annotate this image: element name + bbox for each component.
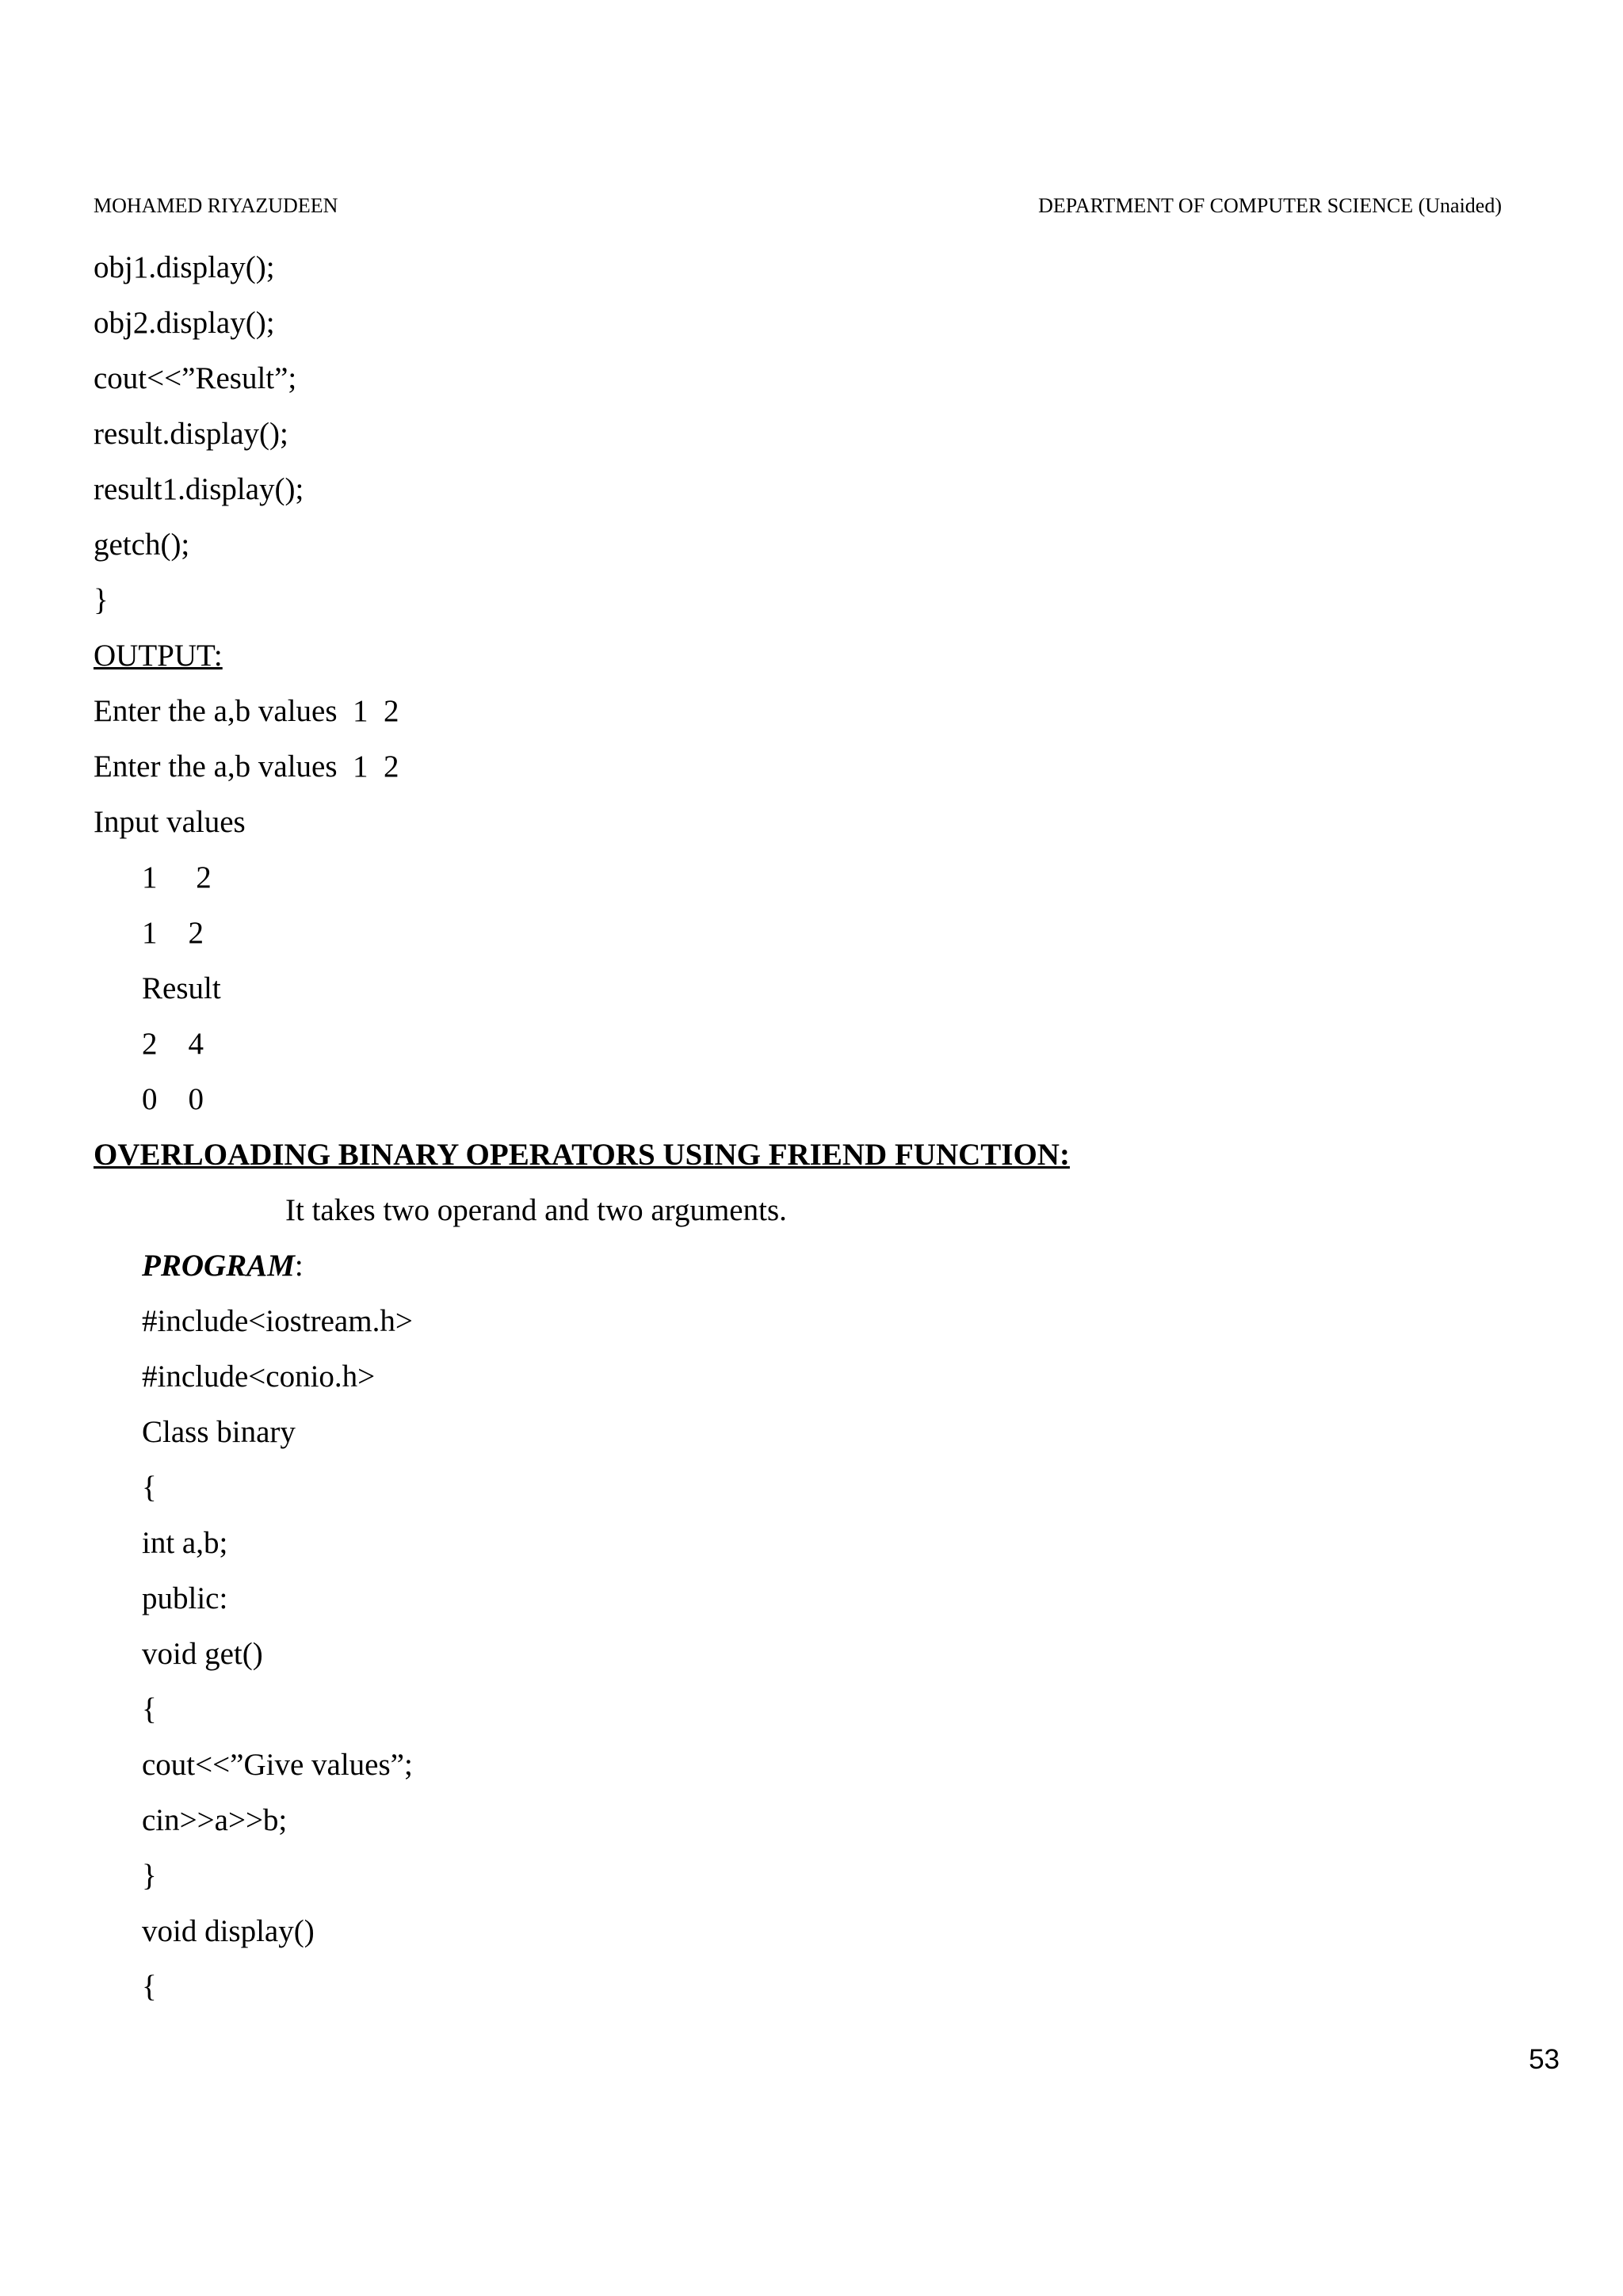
code-line: result1.display(); bbox=[94, 472, 304, 506]
program-line: { bbox=[142, 1970, 157, 2004]
output-line: Enter the a,b values 1 2 bbox=[94, 694, 399, 728]
header-author: MOHAMED RIYAZUDEEN bbox=[94, 194, 338, 217]
code-line: obj2.display(); bbox=[94, 306, 275, 340]
program-label: PROGRAM bbox=[142, 1249, 295, 1283]
program-line: #include<conio.h> bbox=[142, 1360, 376, 1394]
program-line: cin>>a>>b; bbox=[142, 1803, 288, 1837]
output-block bbox=[94, 628, 1520, 1127]
page-content bbox=[94, 240, 1520, 2015]
program-line: int a,b; bbox=[142, 1526, 228, 1560]
program-line: } bbox=[142, 1859, 157, 1893]
program-line: void get() bbox=[142, 1637, 263, 1671]
output-line: Enter the a,b values 1 2 bbox=[94, 749, 399, 784]
output-heading: OUTPUT: bbox=[94, 639, 223, 673]
code-line: obj1.display(); bbox=[94, 250, 275, 284]
program-label-colon: : bbox=[294, 1249, 304, 1283]
output-value-line: 2 4 bbox=[142, 1027, 204, 1061]
code-line: result.display(); bbox=[94, 417, 288, 451]
page-number: 53 bbox=[1529, 2044, 1560, 2075]
program-line: void display() bbox=[142, 1914, 315, 1948]
code-line: cout<<”Result”; bbox=[94, 361, 297, 395]
program-line: cout<<”Give values”; bbox=[142, 1748, 413, 1782]
output-result-label: Result bbox=[142, 971, 221, 1005]
output-line: Input values bbox=[94, 805, 246, 839]
code-line: getch(); bbox=[94, 528, 190, 562]
program-line: public: bbox=[142, 1581, 228, 1615]
code-line: } bbox=[94, 583, 109, 617]
header-department: DEPARTMENT OF COMPUTER SCIENCE (Unaided) bbox=[1038, 194, 1502, 217]
output-value-line: 1 2 bbox=[142, 860, 212, 894]
output-value-line: 1 2 bbox=[142, 916, 204, 950]
program-line: { bbox=[142, 1692, 157, 1726]
output-value-line: 0 0 bbox=[142, 1082, 204, 1116]
section-heading: OVERLOADING BINARY OPERATORS USING FRIEND FUNCTION: bbox=[94, 1138, 1070, 1172]
program-line: { bbox=[142, 1470, 157, 1505]
program-line: #include<iostream.h> bbox=[142, 1304, 413, 1338]
program-line: Class binary bbox=[142, 1415, 296, 1449]
code-tail-block bbox=[94, 240, 1520, 628]
section-block bbox=[94, 1127, 1520, 2015]
section-description: It takes two operand and two arguments. bbox=[285, 1193, 787, 1227]
program-label-line bbox=[94, 1238, 1520, 1294]
